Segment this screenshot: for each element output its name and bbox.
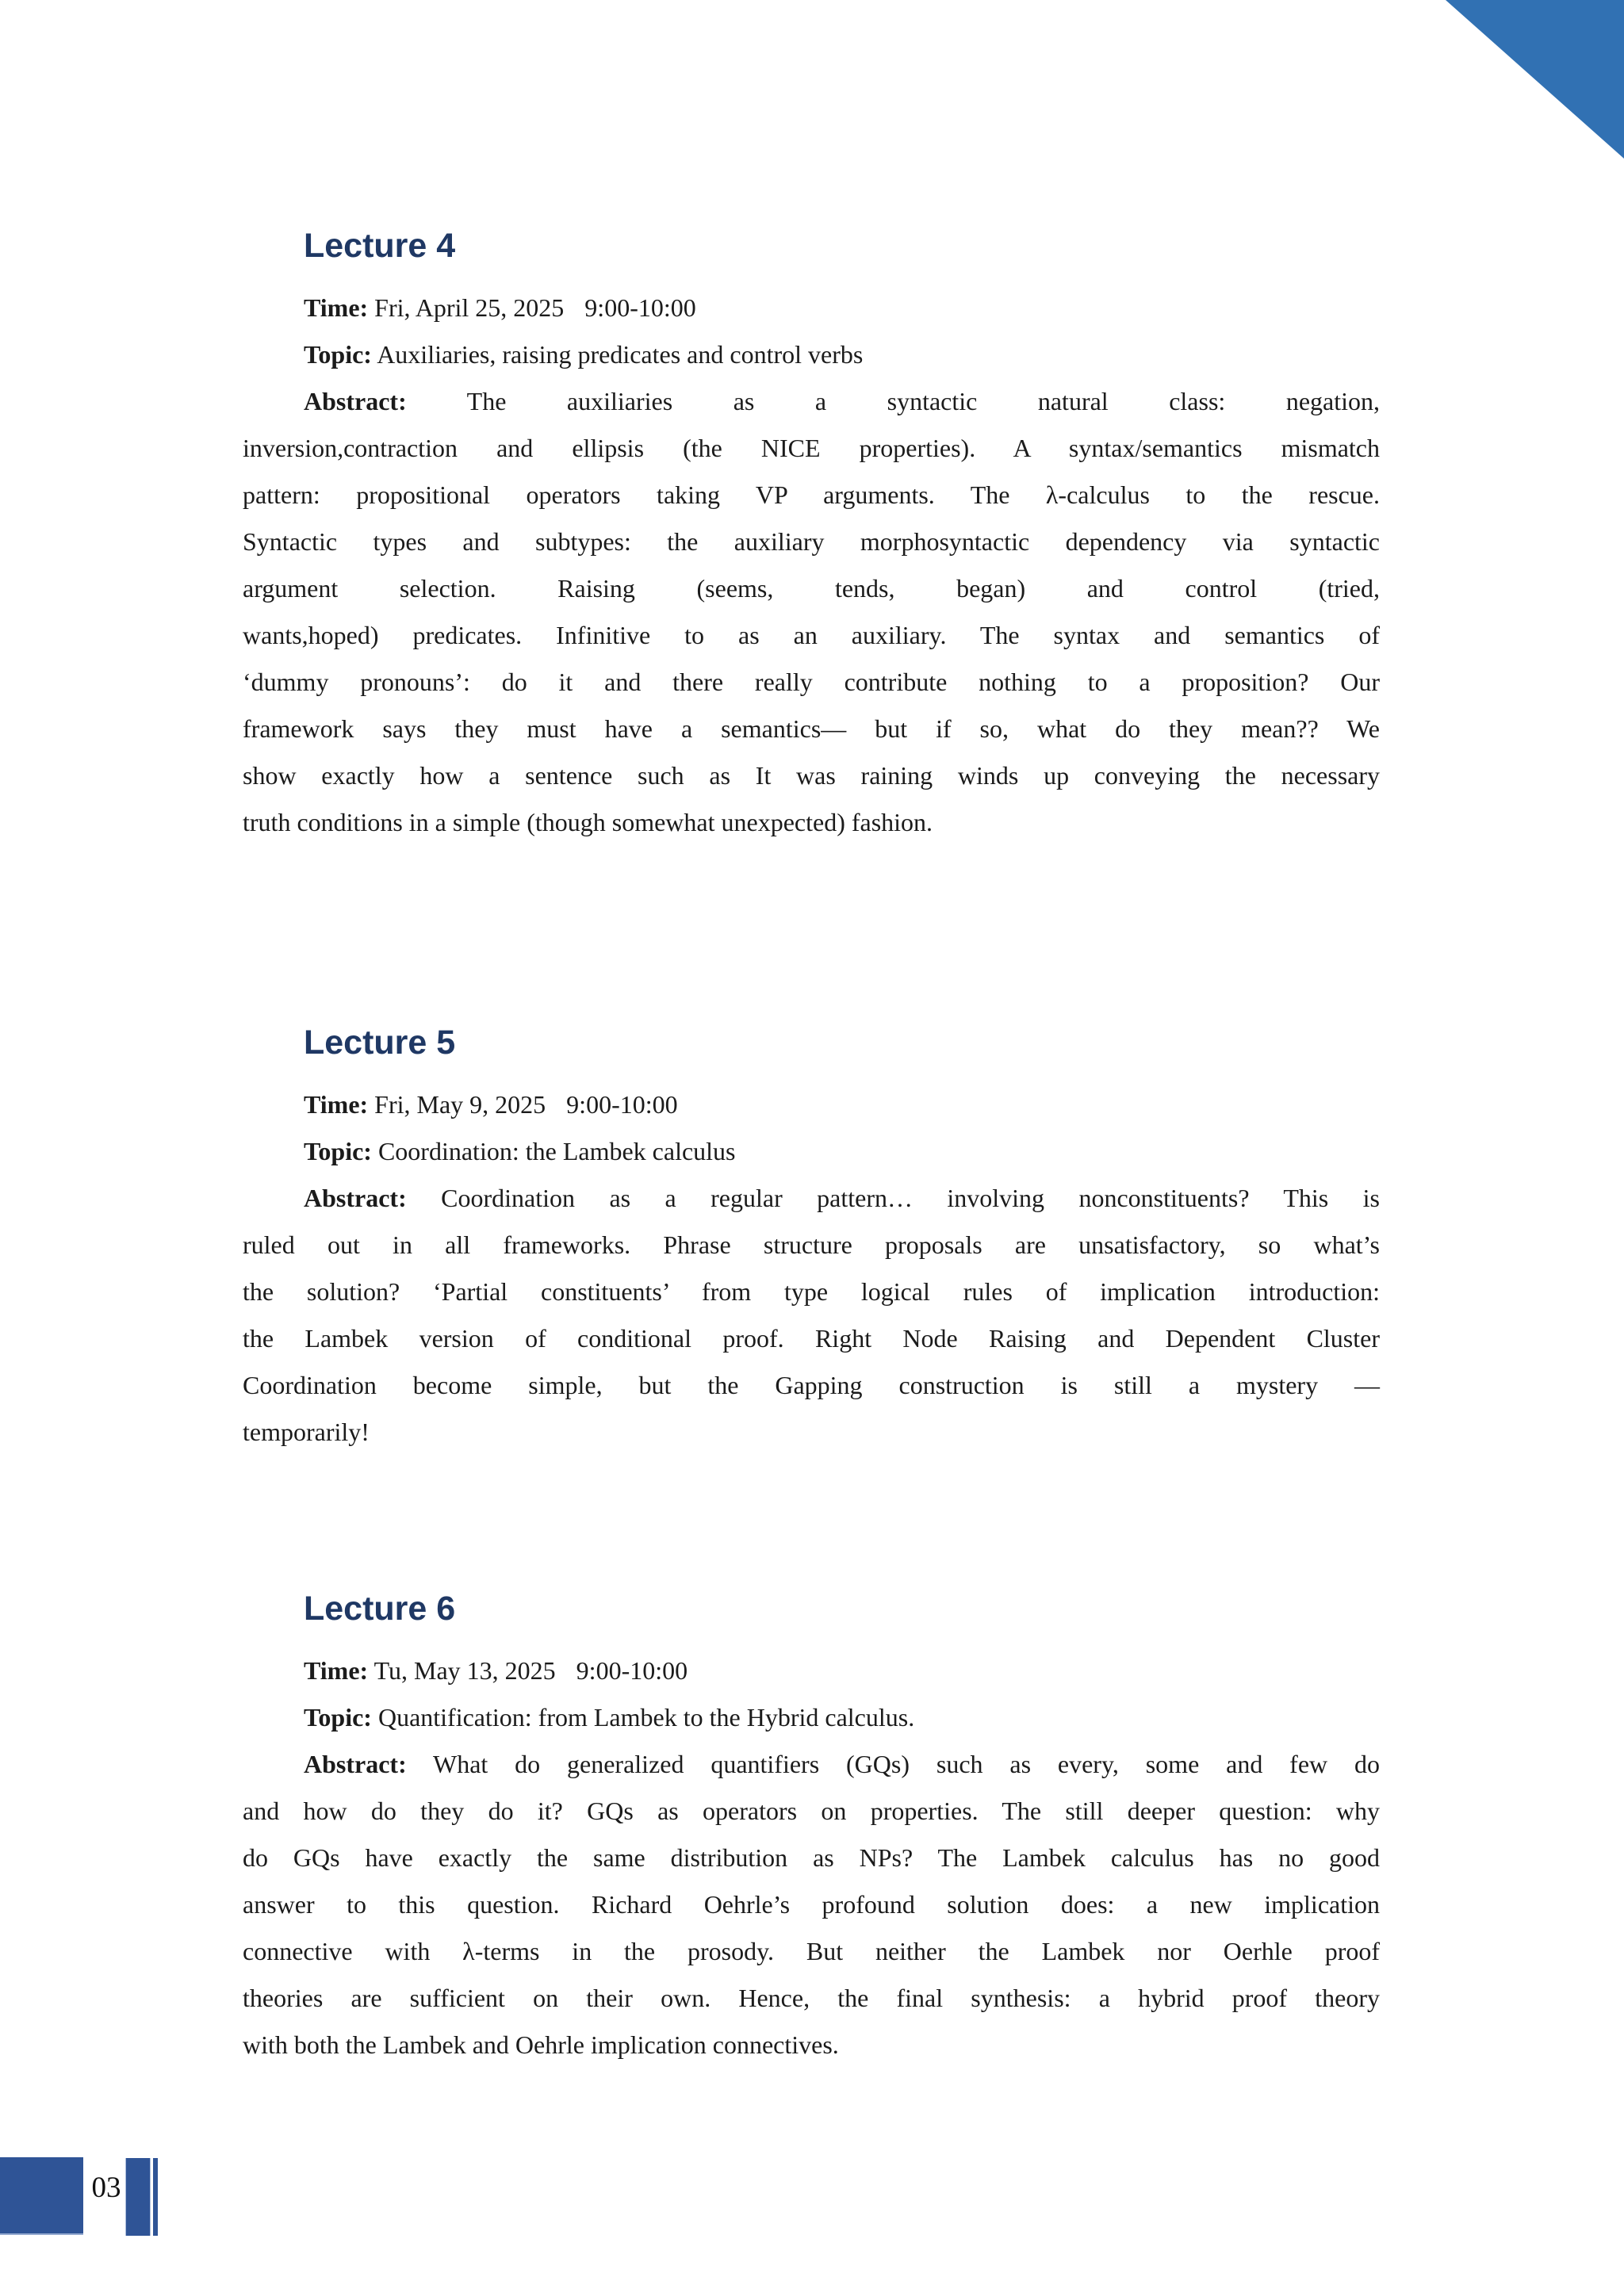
topic-label: Topic: bbox=[304, 1137, 372, 1165]
abstract-first-line bbox=[243, 378, 1380, 425]
time-label: Time: bbox=[304, 1090, 369, 1119]
footer-accent-block bbox=[0, 2157, 83, 2235]
abstract-paragraph bbox=[243, 1175, 1380, 1456]
abstract-line: ‘dummy pronouns’: do it and there really contribute nothing to a proposition? Our bbox=[243, 668, 1380, 696]
corner-triangle-decoration bbox=[1446, 0, 1624, 159]
abstract-line: do GQs have exactly the same distribution as NPs? The Lambek calculus has no good bbox=[243, 1843, 1380, 1872]
abstract-line: argument selection. Raising (seems, tends, began) and control (tried, bbox=[243, 574, 1380, 603]
lecture-section-4 bbox=[243, 228, 1380, 846]
page-content bbox=[243, 0, 1380, 2068]
time-label: Time: bbox=[304, 1656, 369, 1685]
abstract-lines bbox=[243, 1222, 1380, 1456]
time-clock: 9:00-10:00 bbox=[584, 293, 696, 322]
topic-text: Auxiliaries, raising predicates and control verbs bbox=[377, 340, 864, 369]
abstract-first-text: What do generalized quantifiers (GQs) such as every, some and few do bbox=[433, 1750, 1381, 1778]
abstract-line: temporarily! bbox=[243, 1418, 370, 1446]
lecture-section-5 bbox=[243, 1024, 1380, 1456]
abstract-paragraph bbox=[243, 1741, 1380, 2068]
abstract-line: connective with λ-terms in the prosody. But neither the Lambek nor Oerhle proof bbox=[243, 1937, 1380, 1965]
abstract-lines bbox=[243, 425, 1380, 846]
abstract-line: ruled out in all frameworks. Phrase structure proposals are unsatisfactory, so what’s bbox=[243, 1230, 1380, 1259]
time-date: Fri, April 25, 2025 bbox=[374, 293, 565, 322]
abstract-first-text: The auxiliaries as a syntactic natural class: negation, bbox=[466, 387, 1381, 415]
topic-line bbox=[243, 1694, 1380, 1741]
abstract-paragraph bbox=[243, 378, 1380, 846]
topic-line bbox=[243, 331, 1380, 378]
abstract-label: Abstract: bbox=[304, 1750, 407, 1778]
lecture-title: Lecture 6 bbox=[304, 1590, 456, 1628]
abstract-first-line bbox=[243, 1741, 1380, 1788]
abstract-line: inversion,contraction and ellipsis (the NICE properties). A syntax/semantics mismatch bbox=[243, 434, 1380, 462]
topic-text: Quantification: from Lambek to the Hybrid calculus. bbox=[377, 1703, 915, 1732]
abstract-line: show exactly how a sentence such as It was raining winds up conveying the necessary bbox=[243, 761, 1380, 790]
footer-accent-bar-medium bbox=[125, 2158, 151, 2236]
time-date: Fri, May 9, 2025 bbox=[374, 1090, 546, 1119]
abstract-line: truth conditions in a simple (though somewhat unexpected) fashion. bbox=[243, 808, 933, 836]
abstract-line: the solution? ‘Partial constituents’ from type logical rules of implication introduction: bbox=[243, 1277, 1380, 1306]
time-date: Tu, May 13, 2025 bbox=[373, 1656, 556, 1685]
abstract-line: wants,hoped) predicates. Infinitive to as an auxiliary. The syntax and semantics of bbox=[243, 621, 1380, 649]
time-label: Time: bbox=[304, 293, 369, 322]
abstract-line: pattern: propositional operators taking VP arguments. The λ-calculus to the rescue. bbox=[243, 480, 1380, 509]
abstract-first-text: Coordination as a regular pattern… involving nonconstituents? This is bbox=[441, 1184, 1381, 1212]
time-line bbox=[243, 285, 1380, 331]
time-line bbox=[243, 1647, 1380, 1694]
abstract-first-line bbox=[243, 1175, 1380, 1222]
time-clock: 9:00-10:00 bbox=[566, 1090, 678, 1119]
abstract-line: and how do they do it? GQs as operators on properties. The still deeper question: why bbox=[243, 1797, 1380, 1825]
abstract-line: the Lambek version of conditional proof. Right Node Raising and Dependent Cluster bbox=[243, 1324, 1380, 1353]
time-clock: 9:00-10:00 bbox=[576, 1656, 688, 1685]
abstract-line: framework says they must have a semantics— but if so, what do they mean?? We bbox=[243, 714, 1380, 743]
abstract-line: answer to this question. Richard Oehrle’s profound solution does: a new implication bbox=[243, 1890, 1380, 1919]
abstract-line: theories are sufficient on their own. Hence, the final synthesis: a hybrid proof theory bbox=[243, 1984, 1380, 2012]
topic-label: Topic: bbox=[304, 1703, 372, 1732]
footer-accent-bar-thin bbox=[153, 2158, 158, 2236]
lecture-title: Lecture 5 bbox=[304, 1024, 456, 1062]
page-number: 03 bbox=[91, 2172, 121, 2204]
topic-line bbox=[243, 1128, 1380, 1175]
topic-text: Coordination: the Lambek calculus bbox=[377, 1137, 736, 1165]
topic-label: Topic: bbox=[304, 340, 372, 369]
time-line bbox=[243, 1081, 1380, 1128]
abstract-line: with both the Lambek and Oehrle implication connectives. bbox=[243, 2030, 839, 2059]
abstract-lines bbox=[243, 1788, 1380, 2068]
lecture-title: Lecture 4 bbox=[304, 227, 456, 265]
abstract-label: Abstract: bbox=[304, 1184, 407, 1212]
abstract-label: Abstract: bbox=[304, 387, 407, 415]
lecture-section-6 bbox=[243, 1590, 1380, 2068]
abstract-line: Syntactic types and subtypes: the auxiliary morphosyntactic dependency via syntactic bbox=[243, 527, 1380, 556]
abstract-line: Coordination become simple, but the Gapping construction is still a mystery — bbox=[243, 1371, 1380, 1399]
